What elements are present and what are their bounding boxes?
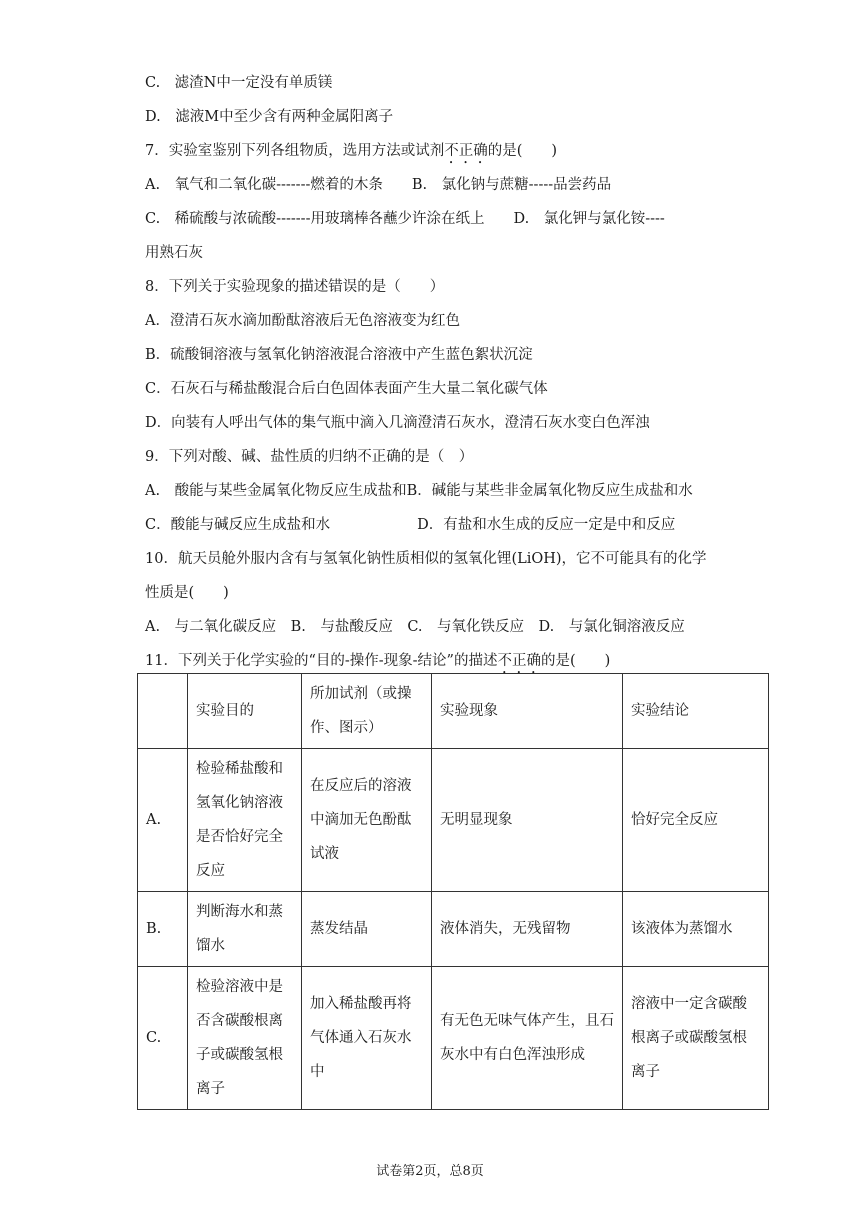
table-header-cell: 实验结论 xyxy=(623,674,769,749)
table-cell: 检验稀盐酸和氢氧化钠溶液是否恰好完全反应 xyxy=(188,749,302,892)
experiment-table xyxy=(137,673,769,1110)
table-cell: 判断海水和蒸馏水 xyxy=(188,892,302,967)
q11-text: 11．下列关于化学实验的“目的-操作-现象-结论”的描述 xyxy=(145,653,498,669)
page-number: 试卷第2页，总8页 xyxy=(376,1164,484,1179)
line-q7-cont: 用熟石灰 xyxy=(145,245,203,261)
table-cell: 恰好完全反应 xyxy=(623,749,769,892)
q7-text: 7．实验室鉴别下列各组物质，选用方法或试剂 xyxy=(145,143,445,159)
table-cell: C. xyxy=(138,967,188,1110)
question-10: 10．航天员舱外服内含有与氢氧化钠性质相似的氢氧化锂(LiOH)，它不可能具有的化学 xyxy=(145,551,707,567)
q7-emphasis: 不正确 xyxy=(444,143,488,159)
table-cell: 在反应后的溶液中滴加无色酚酞试液 xyxy=(302,749,432,892)
table-cell: 该液体为蒸馏水 xyxy=(623,892,769,967)
table-cell: 无明显现象 xyxy=(432,749,623,892)
table-header-cell: 实验现象 xyxy=(432,674,623,749)
table-header-cell: 实验目的 xyxy=(188,674,302,749)
table-cell: 溶液中一定含碳酸根离子或碳酸氢根离子 xyxy=(623,967,769,1110)
line-q6-c: C. 滤渣N中一定没有单质镁 xyxy=(145,75,333,91)
line-q10-options: A. 与二氧化碳反应 B. 与盐酸反应 C. 与氧化铁反应 D. 与氯化铜溶液反应 xyxy=(145,619,685,635)
table-cell: 液体消失，无残留物 xyxy=(432,892,623,967)
question-9: 9．下列对酸、碱、盐性质的归纳不正确的是（ ） xyxy=(145,449,474,465)
table-row xyxy=(138,967,769,1110)
line-q8-a: A．澄清石灰水滴加酚酞溶液后无色溶液变为红色 xyxy=(145,313,460,329)
question-7 xyxy=(145,141,557,167)
table-cell: 有无色无味气体产生，且石灰水中有白色浑浊形成 xyxy=(432,967,623,1110)
line-q7-cd: C. 稀硫酸与浓硫酸-------用玻璃棒各蘸少许涂在纸上 D. 氯化钾与氯化铵---- xyxy=(145,211,665,227)
line-q9-cd: C．酸能与碱反应生成盐和水 D．有盐和水生成的反应一定是中和反应 xyxy=(145,517,676,533)
line-q8-d: D．向装有人呼出气体的集气瓶中滴入几滴澄清石灰水，澄清石灰水变白色浑浊 xyxy=(145,415,650,431)
line-q8-c: C．石灰石与稀盐酸混合后白色固体表面产生大量二氧化碳气体 xyxy=(145,381,548,397)
line-q10-cont: 性质是( ) xyxy=(145,585,229,601)
table-header-cell xyxy=(138,674,188,749)
q7-tail: 的是( ) xyxy=(487,143,558,159)
page-footer xyxy=(0,1163,860,1181)
table-cell: 加入稀盐酸再将气体通入石灰水中 xyxy=(302,967,432,1110)
table-header-cell: 所加试剂（或操作、图示） xyxy=(302,674,432,749)
line-q6-d: D. 滤液M中至少含有两种金属阳离子 xyxy=(145,109,394,125)
table-cell: 检验溶液中是否含碳酸根离子或碳酸氢根离子 xyxy=(188,967,302,1110)
table-header-row xyxy=(138,674,769,749)
line-q9-ab: A. 酸能与某些金属氧化物反应生成盐和B．碱能与某些非金属氧化物反应生成盐和水 xyxy=(145,483,693,499)
table-cell: B. xyxy=(138,892,188,967)
table-row xyxy=(138,749,769,892)
table-cell: A. xyxy=(138,749,188,892)
line-q8-b: B．硫酸铜溶液与氢氧化钠溶液混合溶液中产生蓝色絮状沉淀 xyxy=(145,347,533,363)
question-8: 8．下列关于实验现象的描述错误的是（ ） xyxy=(145,279,445,295)
table-row xyxy=(138,892,769,967)
q11-tail: 的是( ) xyxy=(540,653,611,669)
q11-emphasis: 不正确 xyxy=(497,653,541,669)
line-q7-ab: A. 氧气和二氧化碳-------燃着的木条 B. 氯化钠与蔗糖-----品尝药品 xyxy=(145,177,612,193)
table-cell: 蒸发结晶 xyxy=(302,892,432,967)
